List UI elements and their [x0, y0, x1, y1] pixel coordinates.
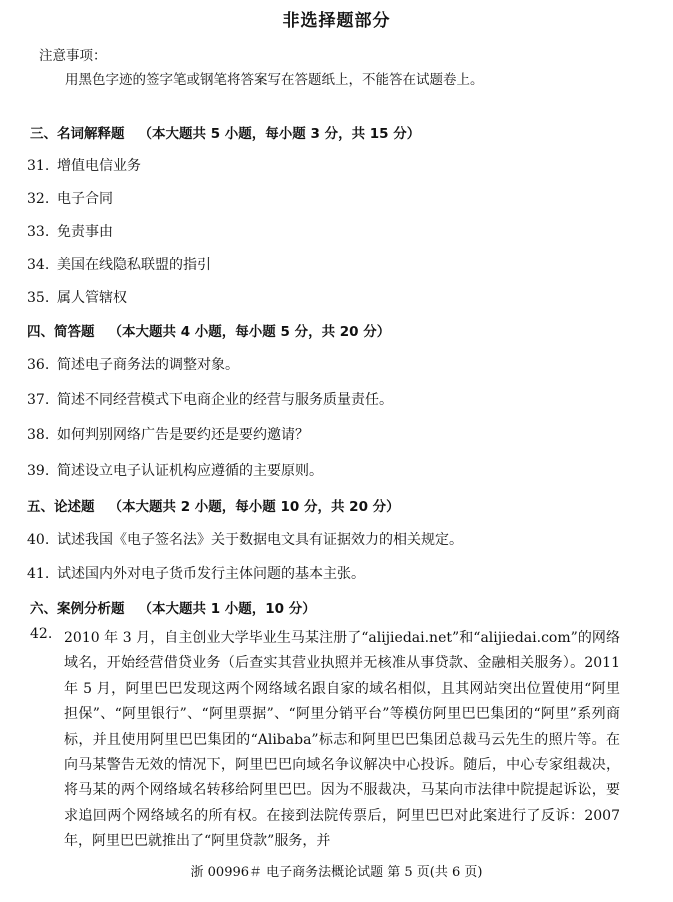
section-heading	[27, 320, 390, 340]
section-note: （本大题共 1 小题，10 分）	[138, 601, 316, 617]
question-item	[27, 221, 113, 241]
question-item	[27, 254, 211, 274]
section-note: （本大题共 5 小题，每小题 3 分，共 15 分）	[138, 126, 421, 142]
question-item	[27, 424, 309, 444]
question-number: 41.	[27, 566, 50, 582]
question-item	[27, 389, 393, 409]
question-text: 简述设立电子认证机构应遵循的主要原则。	[57, 463, 323, 479]
section-title: 三、名词解释题	[30, 126, 125, 142]
question-text: 免责事由	[57, 224, 113, 240]
question-number: 42.	[30, 626, 53, 642]
section-title: 五、论述题	[27, 499, 95, 515]
notice-body: 用黑色字迹的签字笔或钢笔将答案写在答题纸上，不能答在试题卷上。	[65, 72, 484, 88]
question-text: 美国在线隐私联盟的指引	[57, 257, 211, 273]
notice-heading: 注意事项：	[39, 48, 107, 64]
question-text: 属人管辖权	[57, 290, 127, 306]
section-note: （本大题共 4 小题，每小题 5 分，共 20 分）	[108, 324, 391, 340]
question-item	[27, 563, 365, 583]
case-text: 2010 年 3 月，自主创业大学毕业生马某注册了“alijiedai.net”和“alijiedai.com”的网络域名，开始经营借贷业务（后查实其营业执照并无核准从事贷款、金融相关服务）。2011 年 5 月，阿里巴巴发现这两个网络域名跟自家的域名相似，且其网站突出位置使用“阿里担保”、“阿里银行”、“阿里票据”、“阿里分销平台”等模仿阿里巴巴集团的“阿里”系列商标，并且使用阿里巴巴集团的“Alibaba”标志和阿里巴巴集团总裁马云先生的照片等。在向马某警告无效的情况下，阿里巴巴向域名争议解决中心投诉。随后，中心专家组裁决，将马某的两个网络域名转移给阿里巴巴。因为不服裁决，马某向市法律中院提起诉讼，要求追回两个网络域名的所有权。在接到法院传票后，阿里巴巴对此案进行了反诉：2007 年，阿里巴巴就推出了“阿里贷款”服务，并	[64, 630, 620, 850]
question-number: 31.	[27, 158, 50, 174]
question-item	[27, 287, 127, 307]
question-item	[27, 529, 463, 549]
section-heading	[27, 495, 400, 515]
section-heading	[30, 597, 316, 617]
section-heading	[30, 122, 420, 142]
question-text: 增值电信业务	[57, 158, 141, 174]
question-number: 32.	[27, 191, 50, 207]
page-title: 非选择题部分	[282, 11, 391, 31]
question-item	[27, 460, 323, 480]
question-text: 试述国内外对电子货币发行主体问题的基本主张。	[57, 566, 365, 582]
question-number: 35.	[27, 290, 50, 306]
question-item	[27, 188, 113, 208]
question-text: 电子合同	[57, 191, 113, 207]
question-text: 简述不同经营模式下电商企业的经营与服务质量责任。	[57, 392, 393, 408]
question-text: 简述电子商务法的调整对象。	[57, 357, 239, 373]
section-title: 六、案例分析题	[30, 601, 125, 617]
question-number: 37.	[27, 392, 50, 408]
question-number: 38.	[27, 427, 50, 443]
question-number: 33.	[27, 224, 50, 240]
question-number: 39.	[27, 463, 50, 479]
question-number: 34.	[27, 257, 50, 273]
question-text: 试述我国《电子签名法》关于数据电文具有证据效力的相关规定。	[57, 532, 463, 548]
question-item	[27, 155, 141, 175]
question-item	[27, 354, 239, 374]
question-number: 40.	[27, 532, 50, 548]
question-text: 如何判别网络广告是要约还是要约邀请？	[57, 427, 309, 443]
page-footer: 浙 00996＃ 电子商务法概论试题 第 5 页(共 6 页)	[190, 865, 483, 880]
section-title: 四、简答题	[27, 324, 95, 340]
section-note: （本大题共 2 小题，每小题 10 分，共 20 分）	[108, 499, 400, 515]
question-number: 36.	[27, 357, 50, 373]
